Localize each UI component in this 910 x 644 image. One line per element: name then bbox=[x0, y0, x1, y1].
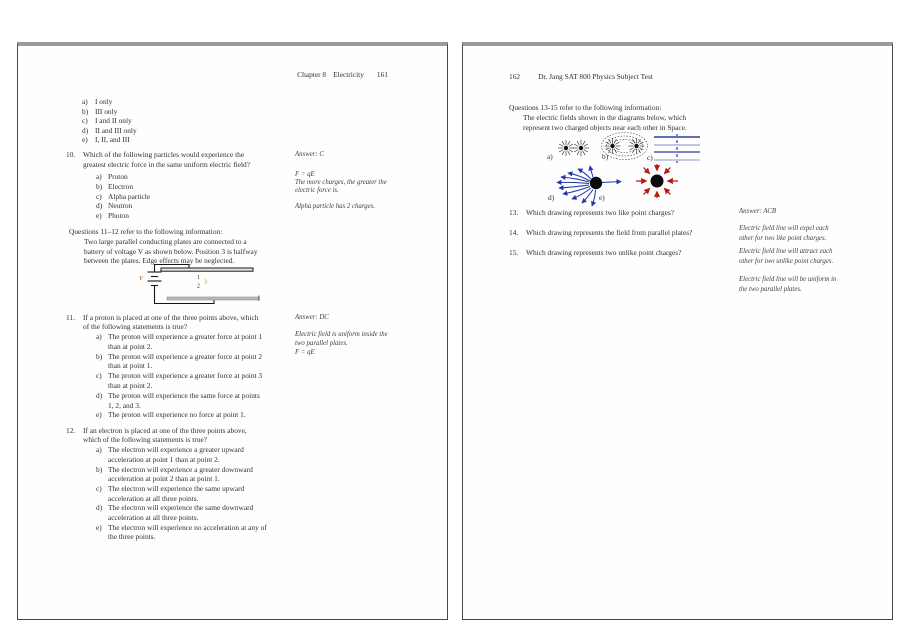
q13-answer: Answer: ACB bbox=[739, 208, 777, 215]
q11-option-d2: 1, 2, and 3. bbox=[108, 401, 141, 410]
diagram-a-label: a) bbox=[547, 152, 553, 161]
note-unlike-line1: Electric field line will attract each bbox=[739, 248, 833, 255]
q10-note-line1: The more charges, the greater the bbox=[295, 179, 387, 186]
q11-option-c: c) The proton will experience a greater force at point 3 bbox=[96, 371, 263, 380]
charge-dot bbox=[651, 175, 664, 188]
q12-number: 12. bbox=[66, 426, 76, 435]
info13-line1: Questions 13-15 refer to the following information: bbox=[509, 103, 662, 112]
q10-option-c: c) Alpha particle bbox=[96, 192, 151, 201]
q10-note-line3: Alpha particle has 2 charges. bbox=[295, 203, 375, 210]
diagram-d-point-charge-blue bbox=[549, 164, 631, 210]
page-header bbox=[218, 70, 388, 80]
bottom-wire bbox=[155, 283, 215, 304]
q10-answer: Answer: C bbox=[295, 151, 324, 158]
q10-line1: 10. Which of the following particles would experience the bbox=[66, 150, 245, 159]
top-option-a: a) I only bbox=[82, 97, 113, 106]
q12-option-a: a) The electron will experience a greater upward bbox=[96, 445, 244, 454]
q10-number: 10. bbox=[66, 150, 76, 159]
q12-option-b: b) The electron will experience a greater downward bbox=[96, 465, 253, 474]
q12-option-b2: acceleration at point 2 than at point 1. bbox=[108, 474, 220, 483]
info13-line3: represent two charged objects near each other in Space. bbox=[523, 123, 687, 132]
q11-option-b2: than at point 1. bbox=[108, 361, 153, 370]
info13-line2: The electric fields shown in the diagrams below, which bbox=[523, 113, 687, 122]
info11-line3: battery of voltage V as shown below. Position 3 is halfway bbox=[84, 247, 258, 256]
q12-line2: which of the following statements is true? bbox=[83, 435, 207, 444]
note-uniform-line2: the two parallel plates. bbox=[739, 286, 802, 293]
q12-line1: 12. If an electron is placed at one of the three points above, bbox=[66, 426, 247, 435]
q10-option-a: a) Proton bbox=[96, 172, 128, 181]
top-plate bbox=[161, 268, 253, 271]
note-unlike-line2: other for two unlike point charges. bbox=[739, 258, 834, 265]
q10-note-line2: electric force is. bbox=[295, 187, 339, 194]
q12-option-d2: acceleration at all three points. bbox=[108, 513, 199, 522]
q12-option-c2: acceleration at all three points. bbox=[108, 494, 199, 503]
note-like-line2: other for two like point charges. bbox=[739, 235, 827, 242]
diagram-e-label: e) bbox=[599, 193, 605, 202]
q13: 13. Which drawing represents two like point charges? bbox=[509, 208, 675, 217]
q15: 15. Which drawing represents two unlike point charges? bbox=[509, 248, 682, 257]
page-162 bbox=[462, 42, 893, 620]
header-page-number: 162 bbox=[509, 72, 521, 81]
q13-number: 13. bbox=[509, 208, 519, 217]
q12-option-e: e) The electron will experience no acceleration at any of bbox=[96, 523, 267, 532]
page-161 bbox=[17, 42, 448, 620]
capacitor-circuit-diagram bbox=[133, 260, 293, 312]
q11-option-e: e) The proton will experience no force at point 1. bbox=[96, 410, 246, 419]
q11-option-d: d) The proton will experience the same force at points bbox=[96, 391, 260, 400]
note-like-line1: Electric field line will expel each bbox=[739, 225, 829, 232]
q12-option-d: d) The electron will experience the same downward bbox=[96, 503, 254, 512]
q10-option-d: d) Neutron bbox=[96, 201, 133, 210]
q11-option-a2: than at point 2. bbox=[108, 342, 153, 351]
q11-answer: Answer: DC bbox=[295, 314, 329, 321]
q11-note-line1: Electric field is uniform inside the bbox=[295, 331, 388, 338]
point-1-label: 1 bbox=[197, 275, 200, 281]
top-option-e: e) I, II, and III bbox=[82, 135, 130, 144]
q10-note-formula: F = qE bbox=[295, 171, 315, 178]
battery-voltage-label: V bbox=[139, 275, 143, 282]
q11-number: 11. bbox=[66, 313, 75, 322]
header-page-number: 161 bbox=[376, 70, 388, 79]
header-chapter: Chapter 8 bbox=[297, 70, 327, 79]
q12-option-e2: the three points. bbox=[108, 532, 156, 541]
top-option-c: c) I and II only bbox=[82, 116, 132, 125]
diagram-b-label: b) bbox=[602, 152, 609, 161]
q10-option-b: b) Electron bbox=[96, 182, 134, 191]
q15-number: 15. bbox=[509, 248, 519, 257]
diagram-c-parallel-plates bbox=[651, 134, 705, 164]
point-2-label: 2 bbox=[197, 283, 200, 290]
q11-note-line2: two parallel plates. bbox=[295, 340, 348, 347]
diagram-a-like-charges bbox=[555, 136, 603, 166]
q14: 14. Which drawing represents the field from parallel plates? bbox=[509, 228, 693, 237]
diagram-e-point-charge-red bbox=[629, 162, 689, 206]
q11-line1: 11. If a proton is placed at one of the three points above, which bbox=[66, 313, 259, 322]
diagram-d-label: d) bbox=[548, 193, 555, 202]
q11-option-b: b) The proton will experience a greater force at point 2 bbox=[96, 352, 263, 361]
header-section: Electricity bbox=[333, 70, 364, 79]
point-3-label: 3 bbox=[204, 279, 207, 286]
q12-option-c: c) The electron will experience the same upward bbox=[96, 484, 245, 493]
note-uniform-line1: Electric field line will be uniform in bbox=[739, 276, 837, 283]
page-header bbox=[509, 72, 653, 82]
q10-line2: greatest electric force in the same uniform electric field? bbox=[83, 160, 251, 169]
header-title: Dr. Jang SAT 800 Physics Subject Test bbox=[538, 72, 653, 81]
q11-note-formula: F = qE bbox=[295, 349, 315, 356]
diagram-c-label: c) bbox=[647, 153, 653, 162]
info11-line1: Questions 11–12 refer to the following information: bbox=[69, 227, 223, 236]
q10-option-e: e) Photon bbox=[96, 211, 129, 220]
q12-option-a2: acceleration at point 1 than at point 2. bbox=[108, 455, 220, 464]
info11-line4: between the plates. Edge effects may be neglected. bbox=[84, 256, 235, 265]
top-option-d: d) II and III only bbox=[82, 126, 137, 135]
bottom-plate bbox=[167, 297, 259, 300]
charge-dot bbox=[590, 177, 602, 189]
q11-option-c2: than at point 2. bbox=[108, 381, 153, 390]
q11-option-a: a) The proton will experience a greater force at point 1 bbox=[96, 332, 263, 341]
info11-line2: Two large parallel conducting plates are connected to a bbox=[84, 237, 247, 246]
q14-number: 14. bbox=[509, 228, 519, 237]
top-option-b: b) III only bbox=[82, 107, 118, 116]
q11-line2: of the following statements is true? bbox=[83, 322, 188, 331]
